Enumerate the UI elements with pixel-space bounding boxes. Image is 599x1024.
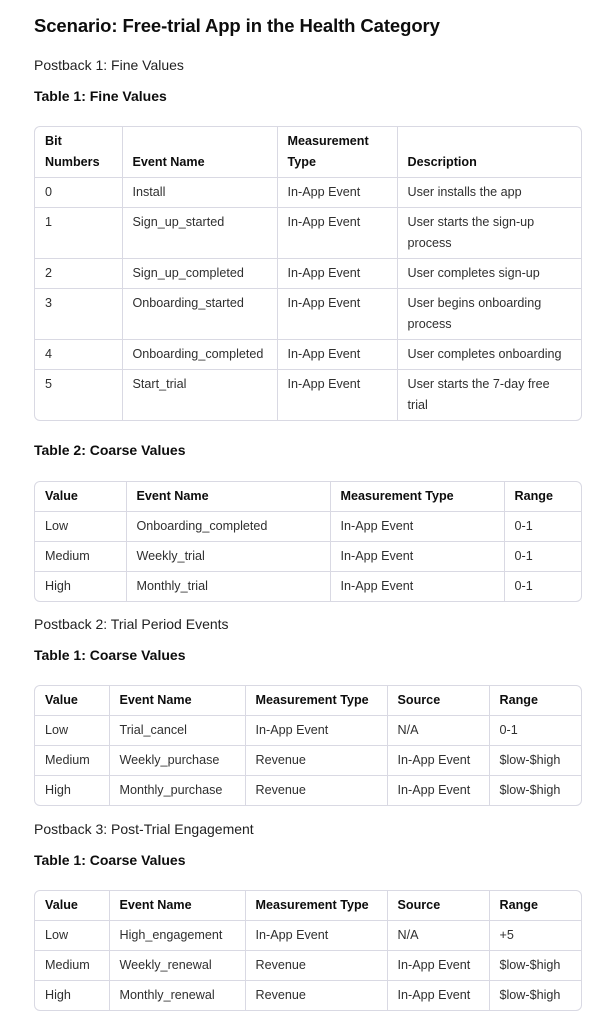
table-cell: In-App Event: [387, 951, 489, 981]
table-cell: N/A: [387, 716, 489, 746]
table-row: [35, 542, 582, 572]
table-cell: Weekly_trial: [126, 542, 330, 572]
table-cell: High: [35, 981, 109, 1011]
table-cell: Revenue: [245, 776, 387, 806]
table-cell: 0: [35, 178, 122, 208]
column-header: Measurement Type: [245, 686, 387, 716]
postback-1-coarse-values-table: [34, 481, 582, 602]
table-cell: Weekly_renewal: [109, 951, 245, 981]
column-header: Value: [45, 693, 78, 707]
column-header: Source: [387, 891, 489, 921]
table-row: [35, 340, 582, 370]
table-header-row: [35, 482, 582, 512]
table-cell: N/A: [387, 921, 489, 951]
table-cell: Revenue: [245, 951, 387, 981]
table-cell: In-App Event: [245, 716, 387, 746]
table-cell: In-App Event: [277, 178, 397, 208]
postback-3-heading: Postback 3: Post-Trial Engagement: [34, 821, 254, 837]
postback-2-table-1-title: Table 1: Coarse Values: [34, 647, 186, 663]
table-row: [35, 981, 582, 1011]
column-header: Bit Numbers: [45, 134, 100, 169]
table-cell: User begins onboarding process: [397, 289, 582, 340]
table-row: [35, 921, 582, 951]
column-header: Range: [504, 482, 582, 512]
table-cell: 3: [35, 289, 122, 340]
table-row: [35, 208, 582, 259]
postback-1-fine-values-table: [34, 126, 582, 421]
table-cell: Monthly_trial: [126, 572, 330, 602]
table-cell: Medium: [35, 746, 109, 776]
table-cell: User completes sign-up: [397, 259, 582, 289]
column-header: Measurement Type: [277, 127, 397, 178]
table-cell: In-App Event: [330, 512, 504, 542]
table-cell: High: [35, 572, 126, 602]
table-cell: Revenue: [245, 981, 387, 1011]
table-row: [35, 289, 582, 340]
table-row: [35, 716, 582, 746]
table-row: [35, 776, 582, 806]
table-cell: Weekly_purchase: [109, 746, 245, 776]
table-cell: In-App Event: [387, 746, 489, 776]
postback-2-coarse-values-table: [34, 685, 582, 806]
table-cell: User completes onboarding: [397, 340, 582, 370]
table-cell: In-App Event: [277, 340, 397, 370]
table-cell: Trial_cancel: [109, 716, 245, 746]
table-cell: High: [35, 776, 109, 806]
table-cell: In-App Event: [277, 370, 397, 421]
table-cell: $low-$high: [489, 951, 582, 981]
table-cell: Start_trial: [122, 370, 277, 421]
table-cell: In-App Event: [330, 542, 504, 572]
table-cell: Low: [35, 512, 126, 542]
table-cell: In-App Event: [277, 259, 397, 289]
table-cell: Revenue: [245, 746, 387, 776]
table-cell: $low-$high: [489, 776, 582, 806]
column-header: Source: [387, 686, 489, 716]
table-cell: Low: [35, 716, 109, 746]
table-cell: Sign_up_started: [122, 208, 277, 259]
table-cell: 5: [35, 370, 122, 421]
postback-3-coarse-values-table: [34, 890, 582, 1011]
table-row: [35, 512, 582, 542]
column-header: Description: [397, 127, 582, 178]
table-cell: 0-1: [489, 716, 582, 746]
table-cell: Medium: [35, 542, 126, 572]
postback-1-table-1-title: Table 1: Fine Values: [34, 88, 167, 104]
column-header: Event Name: [122, 127, 277, 178]
table-cell: Monthly_renewal: [109, 981, 245, 1011]
table-cell: Low: [35, 921, 109, 951]
table-header-row: [35, 686, 582, 716]
table-cell: In-App Event: [277, 289, 397, 340]
table-row: [35, 370, 582, 421]
table-cell: Onboarding_started: [122, 289, 277, 340]
table-cell: 4: [35, 340, 122, 370]
table-row: [35, 572, 582, 602]
postback-1-table-2-title: Table 2: Coarse Values: [34, 442, 186, 458]
column-header: Value: [45, 489, 78, 503]
table-cell: Onboarding_completed: [122, 340, 277, 370]
column-header: Event Name: [109, 891, 245, 921]
table-cell: In-App Event: [387, 981, 489, 1011]
column-header: Range: [489, 891, 582, 921]
column-header: Measurement Type: [330, 482, 504, 512]
table-cell: User starts the sign-up process: [397, 208, 582, 259]
postback-1-heading: Postback 1: Fine Values: [34, 57, 184, 73]
postback-3-table-1-title: Table 1: Coarse Values: [34, 852, 186, 868]
table-cell: $low-$high: [489, 981, 582, 1011]
table-cell: 0-1: [504, 512, 582, 542]
table-cell: In-App Event: [245, 921, 387, 951]
table-cell: User installs the app: [397, 178, 582, 208]
table-cell: 1: [35, 208, 122, 259]
table-row: [35, 259, 582, 289]
column-header: Event Name: [126, 482, 330, 512]
table-cell: Install: [122, 178, 277, 208]
table-cell: $low-$high: [489, 746, 582, 776]
column-header: Event Name: [109, 686, 245, 716]
table-cell: In-App Event: [387, 776, 489, 806]
postback-2-heading: Postback 2: Trial Period Events: [34, 616, 229, 632]
table-row: [35, 746, 582, 776]
table-header-row: [35, 891, 582, 921]
table-cell: Medium: [35, 951, 109, 981]
table-cell: +5: [489, 921, 582, 951]
column-header: Measurement Type: [245, 891, 387, 921]
column-header: Value: [45, 898, 78, 912]
table-cell: Sign_up_completed: [122, 259, 277, 289]
table-row: [35, 178, 582, 208]
table-cell: In-App Event: [277, 208, 397, 259]
column-header: Range: [489, 686, 582, 716]
table-cell: 2: [35, 259, 122, 289]
page-title: Scenario: Free-trial App in the Health Category: [34, 15, 440, 36]
table-cell: In-App Event: [330, 572, 504, 602]
table-cell: High_engagement: [109, 921, 245, 951]
table-cell: 0-1: [504, 542, 582, 572]
table-header-row: [35, 127, 582, 178]
table-cell: Monthly_purchase: [109, 776, 245, 806]
table-row: [35, 951, 582, 981]
table-cell: 0-1: [504, 572, 582, 602]
table-cell: Onboarding_completed: [126, 512, 330, 542]
table-cell: User starts the 7-day free trial: [397, 370, 582, 421]
